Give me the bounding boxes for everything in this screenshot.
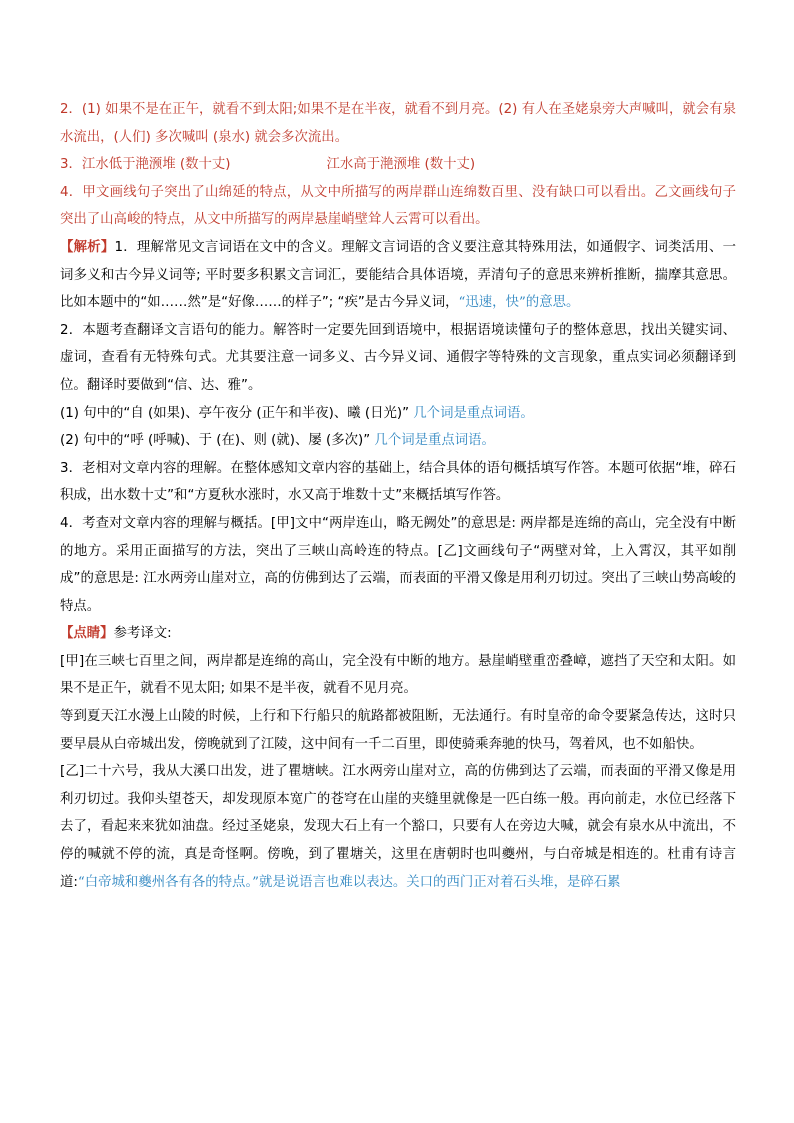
translation-jia-2: 等到夏天江水漫上山陵的时候，上行和下行船只的航路都被阻断，无法通行。有时皇帝的命令要紧急传达，这时只要早晨从白帝城出发，傍晚就到了江陵，这中间有一千二百里，即使骑乘奔驰的快马，驾着风，也不如船快。 [60,709,736,752]
commentary-heading [60,620,736,648]
analysis-2a [60,400,736,428]
analysis-1-blue: “迅速，快”的意思。 [458,295,580,311]
analysis-1-text: 1．理解常见文言词语在文中的含义。理解文言词语的含义要注意其特殊用法，如通假字、词类活用、一词多义和古今异义词等; 平时要多积累文言词汇，要能结合具体语境，弄清句子的意思来辨析推断，揣摩其意思。比如本题中的“如……然”是“好像……的样子”; “疾”是古今异义词， [60,239,736,311]
commentary-title: 参考译文: [113,626,172,642]
analysis-1 [60,234,736,317]
document-page [60,96,736,896]
analysis-2b-blue: 几个词是重点词语。 [370,433,495,449]
answer-3 [60,151,736,179]
answer-4: 4．甲文画线句子突出了山绵延的特点，从文中所描写的两岸群山连绵数百里、没有缺口可以看出。乙文画线句子突出了山高峻的特点，从文中所描写的两岸悬崖峭壁耸人云霄可以看出。 [60,184,736,228]
translation-jia-1: [甲]在三峡七百里之间，两岸都是连绵的高山，完全没有中断的地方。悬崖峭壁重峦叠嶂，遮挡了天空和太阳。如果不是正午，就看不见太阳; 如果不是半夜，就看不见月亮。 [60,653,736,697]
translation-yi-blue: “白帝城和夔州各有各的特点。”就是说语言也难以表达。关口的西门正对着石头堆，是碎石累 [77,874,621,890]
analysis-2b-text: (2) 句中的“呼 (呼喊)、于 (在)、则 (就)、屡 (多次)” [60,433,371,449]
translation-yi [60,758,736,896]
analysis-tag: 【解析】 [60,239,115,255]
analysis-3: 3．老相对文章内容的理解。在整体感知文章内容的基础上，结合具体的语句概括填写作答。本题可依据“堆，碎石积成，出水数十丈”和“方夏秋水涨时，水又高于堆数十丈”来概括填写作答。 [60,460,736,504]
analysis-2a-blue: 几个词是重点词语。 [409,405,534,421]
analysis-2b [60,427,736,455]
analysis-4: 4．考查对文章内容的理解与概括。[甲]文中“两岸连山，略无阙处”的意思是: 两岸都是连绵的高山，完全没有中断的地方。采用正面描写的方法，突出了三峡山高岭连的特点。[乙]文画线句子“两壁对耸，上入霄汉，其平如削成”的意思是: 江水两旁山崖对立，高的仿佛到达了云端，而表面的平滑又像是用利刃切过。突出了三峡山势高峻的特点。 [60,515,736,614]
answer-2: 2．(1) 如果不是在正午，就看不到太阳;如果不是在半夜，就看不到月亮。(2) 有人在圣姥泉旁大声喊叫，就会有泉水流出，(人们) 多次喊叫 (泉水) 就会多次流出。 [60,102,736,145]
commentary-tag: 【点睛】 [60,626,114,642]
analysis-2a-text: (1) 句中的“自 (如果)、亭午夜分 (正午和半夜)、曦 (日光)” [60,405,410,421]
answer-3-left: 3．江水低于滟滪堆 (数十丈) [60,157,231,173]
analysis-2: 2．本题考查翻译文言语句的能力。解答时一定要先回到语境中，根据语境读懂句子的整体意思，找出关键实词、虚词，查看有无特殊句式。尤其要注意一词多义、古今异义词、通假字等特殊的文言现象，重点实词必须翻译到位。翻译时要做到“信、达、雅”。 [60,322,736,393]
answer-3-right: 江水高于滟滪堆 (数十丈) [326,157,476,173]
translation-yi-text: [乙]二十六号，我从大溪口出发，进了瞿塘峡。江水两旁山崖对立，高的仿佛到达了云端，而表面的平滑又像是用利刃切过。我仰头望苍天，却发现原本宽广的苍穹在山崖的夹缝里就像是一匹白练一般。再向前走，水位已经落下去了，看起来来犹如油盘。经过圣姥泉，发现大石上有一个豁口，只要有人在旁边大喊，就会有泉水从中流出，不停的喊就不停的流，真是奇怪啊。傍晚，到了瞿塘关，这里在唐朝时也叫夔州，与白帝城是相连的。杜甫有诗言道: [60,764,736,890]
